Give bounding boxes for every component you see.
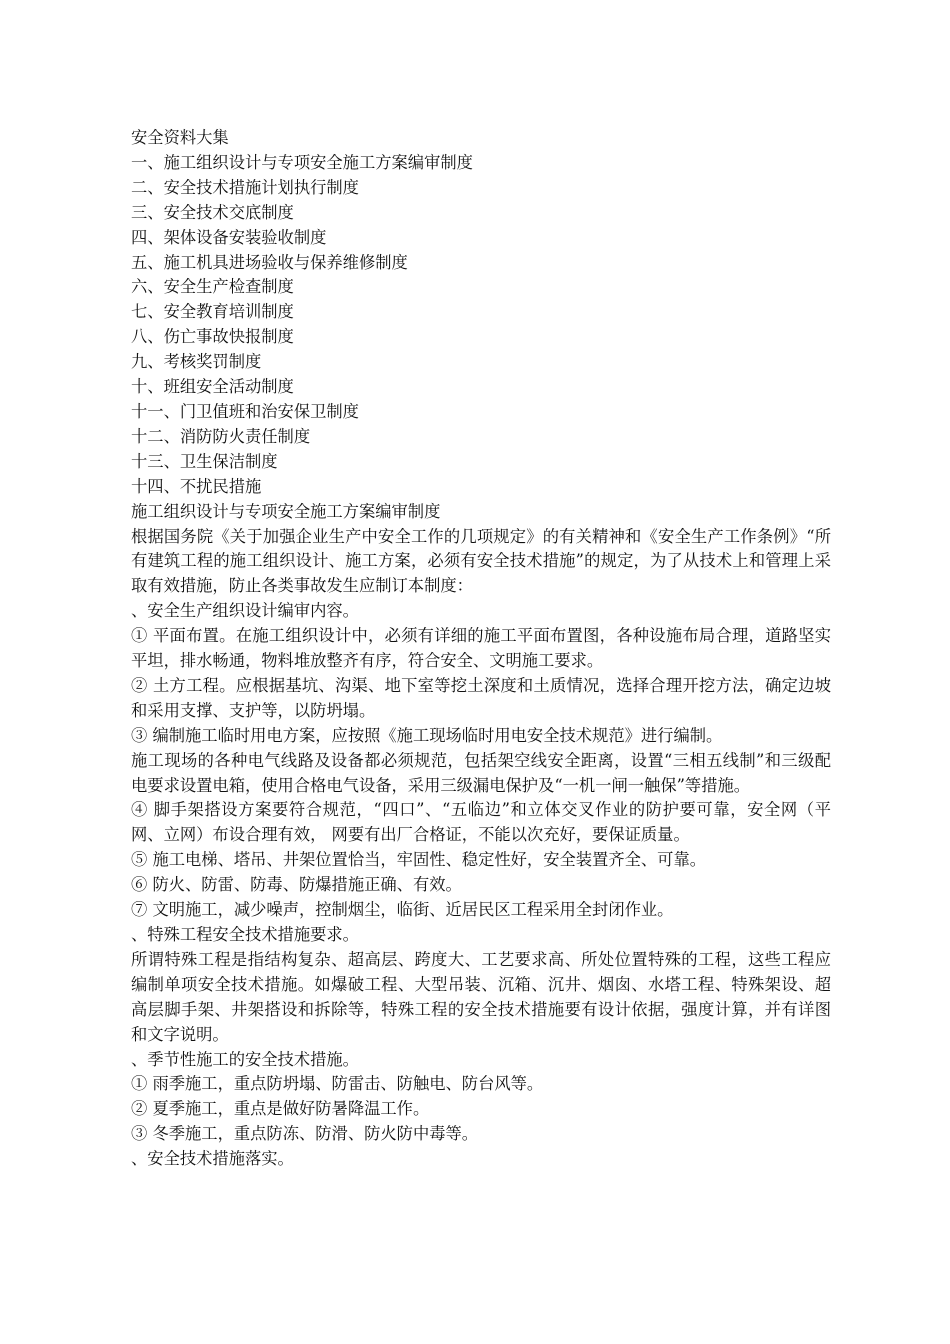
toc-item: 八、伤亡事故快报制度	[131, 327, 294, 347]
toc-item: 十、班组安全活动制度	[131, 377, 294, 397]
toc-item: 九、考核奖罚制度	[131, 352, 262, 372]
toc-item: 七、安全教育培训制度	[131, 302, 294, 322]
document-title: 安全资料大集	[131, 128, 229, 147]
list-item: ② 夏季施工，重点是做好防暑降温工作。	[131, 1099, 430, 1119]
list-item: ② 土方工程。应根据基坑、沟渠、地下室等挖土深度和土质情况，选择合理开挖方法，确定边坡和采用支撑、支护等，以防坍塌。	[131, 675, 831, 720]
list-item: ③ 冬季施工，重点防冻、防滑、防火防中毒等。	[131, 1124, 479, 1144]
list-item: ⑥ 防火、防雷、防毒、防爆措施正确、有效。	[131, 875, 462, 895]
toc-item: 四、架体设备安装验收制度	[131, 227, 327, 247]
list-item: ① 平面布置。在施工组织设计中，必须有详细的施工平面布置图，各种设施布局合理，道路坚实平坦，排水畅通，物料堆放整齐有序，符合安全、文明施工要求。	[131, 626, 831, 671]
list-item: ⑦ 文明施工，减少噪声，控制烟尘，临街、近居民区工程采用全封闭作业。	[131, 900, 674, 920]
list-item: ① 雨季施工，重点防坍塌、防雷击、防触电、防台风等。	[131, 1074, 544, 1094]
body-paragraph: 所谓特殊工程是指结构复杂、超高层、跨度大、工艺要求高、所处位置特殊的工程，这些工程应编制单项安全技术措施。如爆破工程、大型吊装、沉箱、沉井、烟囱、水塔工程、特殊架设、超高层脚手架、井架搭设和拆除等，特殊工程的安全技术措施要有设计依据，强度计算，并有详图和文字说明。	[131, 949, 831, 1044]
toc-item: 三、安全技术交底制度	[131, 202, 294, 222]
section-heading: 施工组织设计与专项安全施工方案编审制度	[131, 501, 441, 521]
list-item: 施工现场的各种电气线路及设备都必须规范，包括架空线安全距离，设置“三相五线制”和三级配电要求设置电箱，使用合格电气设备，采用三级漏电保护及“一机一闸一触保”等措施。	[131, 750, 831, 795]
toc-item: 十四、不扰民措施	[131, 476, 262, 496]
subsection-heading: 、特殊工程安全技术措施要求。	[131, 925, 359, 944]
toc-item: 一、施工组织设计与专项安全施工方案编审制度	[131, 152, 473, 172]
list-item: ⑤ 施工电梯、塔吊、井架位置恰当，牢固性、稳定性好，安全装置齐全、可靠。	[131, 850, 707, 870]
toc-item: 二、安全技术措施计划执行制度	[131, 177, 359, 197]
table-of-contents	[131, 151, 831, 500]
subsection-heading: 、季节性施工的安全技术措施。	[131, 1049, 359, 1069]
intro-paragraph: 根据国务院《关于加强企业生产中安全工作的几项规定》的有关精神和《安全生产工作条例》“所有建筑工程的施工组织设计、施工方案，必须有安全技术措施”的规定，为了从技术上和管理上采取有效措施，防止各类事故发生应制订本制度：	[131, 526, 831, 596]
subsection-heading: 、安全技术措施落实。	[131, 1149, 294, 1169]
toc-item: 十三、卫生保洁制度	[131, 451, 278, 471]
list-item: ④ 脚手架搭设方案要符合规范，“四口”、“五临边”和立体交叉作业的防护要可靠，安全网（平网、立网）布设合理有效， 网要有出厂合格证，不能以次充好，要保证质量。	[131, 800, 831, 845]
subsection-heading: 、安全生产组织设计编审内容。	[131, 601, 359, 621]
toc-item: 十一、门卫值班和治安保卫制度	[131, 401, 359, 421]
toc-item: 十二、消防防火责任制度	[131, 426, 311, 446]
toc-item: 六、安全生产检查制度	[131, 277, 294, 297]
list-item: ③ 编制施工临时用电方案，应按照《施工现场临时用电安全技术规范》进行编制。	[131, 725, 723, 745]
toc-item: 五、施工机具进场验收与保养维修制度	[131, 252, 408, 272]
document-page	[131, 126, 831, 1172]
